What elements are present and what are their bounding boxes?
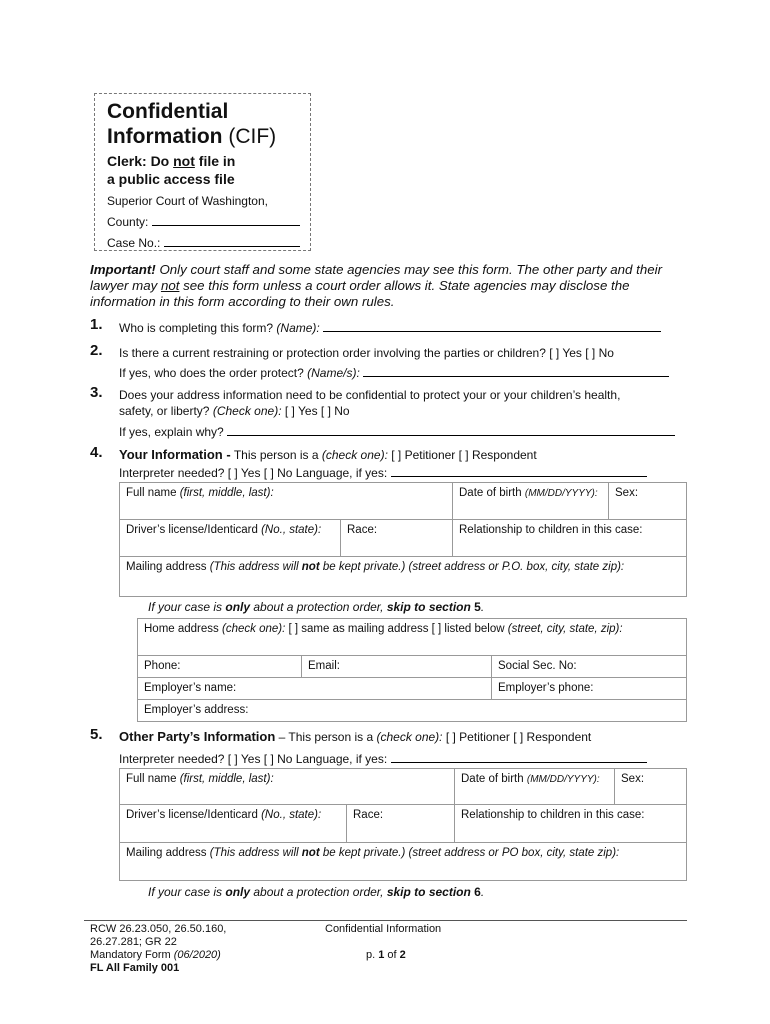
q5-number: 5. [90, 726, 103, 743]
q4-email-cell[interactable]: Email: [302, 656, 492, 678]
county-input[interactable] [152, 214, 300, 226]
q4-phone-cell[interactable]: Phone: [138, 656, 302, 678]
q4-number: 4. [90, 444, 103, 461]
q2-question[interactable]: Is there a current restraining or protection order involving the parties or children? [ ] Yes [ ] No [119, 346, 614, 360]
q3-explain: If yes, explain why? [119, 424, 675, 440]
q5-role-options[interactable]: [ ] Petitioner [ ] Respondent [445, 730, 592, 744]
q5-mailing-address-cell[interactable]: Mailing address (This address will not be kept private.) (street address or PO box, city, state zip): [120, 843, 687, 881]
page-number: p. 1 of 2 [366, 949, 406, 961]
q4-license-cell[interactable]: Driver’s license/Identicard (No., state): [120, 520, 341, 557]
footer-title: Confidential Information [325, 923, 442, 935]
q4-relationship-cell[interactable]: Relationship to children in this case: [453, 520, 687, 557]
q4-interpreter[interactable]: Interpreter needed? [ ] Yes [ ] No Language, if yes: [119, 465, 647, 481]
q5-dob-cell[interactable]: Date of birth (MM/DD/YYYY): [455, 769, 615, 805]
q2-number: 2. [90, 342, 103, 359]
q4-home-address-cell[interactable]: Home address (check one): [ ] same as mailing address [ ] listed below (street, city, state, zip): [138, 619, 687, 656]
important-notice: Important! Only court staff and some state agencies may see this form. The other party and their lawyer may not see this form unless a court order allows it. State agencies may disclose the information in this form according to their own rules. [90, 262, 663, 309]
q4-skip-note: If your case is only about a protection order, skip to section 5. [148, 600, 485, 614]
q4-race-cell[interactable]: Race: [341, 520, 453, 557]
q5-relationship-cell[interactable]: Relationship to children in this case: [455, 805, 687, 843]
q4-info-table [119, 482, 687, 597]
q3-question: Does your address information need to be confidential to protect your or your children’s health, [119, 388, 621, 402]
q5-language-input[interactable] [391, 751, 647, 763]
q3-confidential-check[interactable]: safety, or liberty? (Check one): [ ] Yes [ ] No [119, 404, 350, 418]
q4-ssn-cell[interactable]: Social Sec. No: [492, 656, 687, 678]
court-name: Superior Court of Washington, [107, 194, 268, 208]
county-field: County: [107, 214, 300, 229]
q5-skip-note: If your case is only about a protection order, skip to section 6. [148, 885, 485, 899]
case-number-input[interactable] [164, 235, 300, 247]
q2-protected-names: If yes, who does the order protect? (Name/s): [119, 365, 669, 381]
q1-number: 1. [90, 316, 103, 333]
footer-divider [84, 920, 687, 921]
q4-employer-cell[interactable]: Employer’s name: [138, 678, 492, 700]
q4-language-input[interactable] [391, 465, 647, 477]
q5-license-cell[interactable]: Driver’s license/Identicard (No., state): [120, 805, 347, 843]
q3-number: 3. [90, 384, 103, 401]
q4-heading: Your Information - This person is a (check one): [ ] Petitioner [ ] Respondent [119, 447, 537, 462]
q5-race-cell[interactable]: Race: [347, 805, 455, 843]
q1-name-input[interactable] [323, 320, 661, 332]
q4-full-name-cell[interactable]: Full name (first, middle, last): [120, 483, 453, 520]
q2-names-input[interactable] [363, 365, 669, 377]
q4-role-options[interactable]: [ ] Petitioner [ ] Respondent [391, 448, 537, 462]
form-title: Confidential Information (CIF) [107, 100, 277, 148]
q4-employer-phone-cell[interactable]: Employer’s phone: [492, 678, 687, 700]
q1-question: Who is completing this form? (Name): [119, 320, 661, 336]
q5-full-name-cell[interactable]: Full name (first, middle, last): [120, 769, 455, 805]
q4-employer-address-cell[interactable]: Employer’s address: [138, 700, 687, 722]
q3-explain-input[interactable] [227, 424, 675, 436]
q4-sex-cell[interactable]: Sex: [609, 483, 687, 520]
q4-mailing-address-cell[interactable]: Mailing address (This address will not be kept private.) (street address or P.O. box, city, state zip): [120, 557, 687, 597]
footer-citation: RCW 26.23.050, 26.50.160, 26.27.281; GR 22 Mandatory Form (06/2020) FL All Family 001 [90, 923, 227, 974]
case-number-field: Case No.: [107, 235, 300, 250]
clerk-notice: Clerk: Do not file in a public access file [107, 153, 236, 187]
q5-sex-cell[interactable]: Sex: [615, 769, 687, 805]
q5-interpreter[interactable]: Interpreter needed? [ ] Yes [ ] No Language, if yes: [119, 751, 647, 767]
q5-heading: Other Party’s Information – This person is a (check one): [ ] Petitioner [ ] Respondent [119, 729, 592, 744]
q4-dob-cell[interactable]: Date of birth (MM/DD/YYYY): [453, 483, 609, 520]
q4-contact-table [137, 618, 687, 722]
q5-info-table [119, 768, 687, 881]
